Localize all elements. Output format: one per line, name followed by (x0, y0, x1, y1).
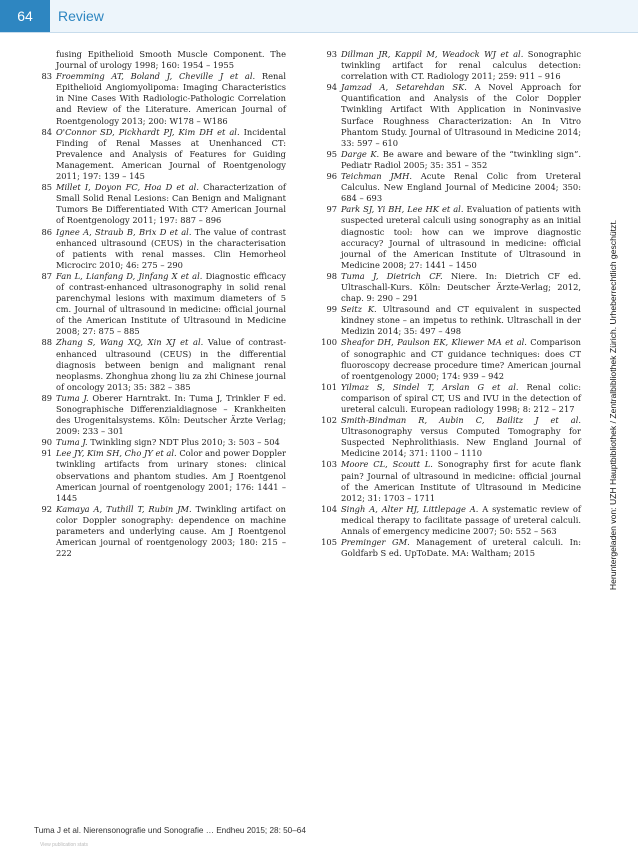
reference-text: Management of ureteral calculi. In: Goldfarb S ed. UpToDate. MA: Waltham; 2015 (341, 537, 581, 559)
reference-text: Be aware and beware of the “twinkling sign”. Pediatr Radiol 2005; 35: 351 – 352 (341, 148, 581, 170)
reference-number: 86 (41, 226, 52, 237)
reference-text: Twinkling sign? NDT Plus 2010; 3: 503 – 504 (87, 437, 280, 448)
reference-number: 102 (321, 415, 337, 426)
reference-item (34, 227, 286, 271)
left-column (34, 49, 286, 559)
reference-text: Incidental Finding of Renal Masses at Unenhanced CT: Prevalence and Analysis of Features for Guiding Management. American Journal of Roentgenology 2011; 197: 139 – 145 (56, 126, 286, 182)
reference-text: Evaluation of patients with suspected ureteral calculi using sonography as an initial diagnostic tool: how can we improve diagnostic accuracy? Journal of ultrasound in medicine: official journal of the American Institute of Ultrasound in Medicine 2008; 27: 1441 – 1450 (341, 204, 581, 270)
reference-item (319, 49, 581, 82)
reference-item (319, 382, 581, 415)
reference-authors: Fan L, Lianfang D, Jinfang X et al. (56, 270, 203, 281)
reference-authors: Park SJ, Yi BH, Lee HK et al. (341, 204, 464, 215)
reference-number: 96 (326, 171, 337, 182)
reference-text: fusing Epithelioid Smooth Muscle Component. The Journal of urology 1998; 160: 1954 – 1955 (56, 49, 286, 71)
watermark-link[interactable]: View publication stats (40, 842, 88, 848)
reference-authors: Tuma J, Dietrich CF. (341, 270, 443, 281)
reference-item (319, 271, 581, 304)
reference-text: A systematic review of medical therapy to facilitate passage of ureteral calculi. Annals of emergency medicine 2007; 50: 552 – 563 (341, 503, 581, 537)
reference-authors: Millet I, Doyon FC, Hoa D et al. (56, 182, 199, 193)
reference-authors: Sheafor DH, Paulson EK, Kliewer MA et al. (341, 337, 527, 348)
reference-text: Diagnostic efficacy of contrast-enhanced ultrasonography in solid renal parenchymal lesions with maximum diameters of 5 cm. Journal of ultrasound in medicine: official journal of the American Institute of Ultrasound in Medicine 2008; 27: 875 – 885 (56, 270, 286, 337)
right-column (319, 49, 581, 559)
reference-number: 84 (41, 126, 52, 137)
reference-authors: Singh A, Alter HJ, Littlepage A. (341, 503, 479, 514)
reference-item (319, 537, 581, 559)
reference-authors: Tuma J. (56, 392, 89, 403)
reference-authors: Smith-Bindman R, Aubin C, Bailitz J et al. (341, 415, 581, 426)
reference-item (319, 82, 581, 149)
reference-number: 94 (326, 82, 337, 93)
reference-item (34, 393, 286, 437)
reference-authors: Zhang S, Wang XQ, Xin XJ et al. (56, 337, 204, 348)
reference-authors: Darge K. (341, 148, 380, 159)
reference-item (34, 49, 286, 71)
reference-item (34, 337, 286, 392)
reference-authors: Ignee A, Straub B, Brix D et al. (56, 226, 192, 237)
reference-number: 93 (326, 49, 337, 59)
reference-item (319, 415, 581, 459)
reference-item (34, 71, 286, 126)
reference-text: A Novel Approach for Quantification and Analysis of the Color Doppler Twinkling Artifact With Application in Noninvasive Surface Roughness Characterization: An In Vitro Phantom Study. Journal of Ultrasound in Medicine 2014; 33: 597 – 610 (341, 82, 581, 148)
reference-number: 83 (41, 71, 52, 82)
reference-number: 103 (321, 459, 337, 470)
reference-number: 104 (321, 503, 337, 514)
reference-item (34, 437, 286, 448)
reference-number: 85 (41, 182, 52, 193)
reference-item (34, 271, 286, 338)
reference-text: Sonography first for acute flank pain? Journal of ultrasound in medicine: official journal of the American Institute of Ultrasound in Medicine 2012; 31: 1703 – 1711 (341, 459, 581, 503)
reference-number: 97 (326, 204, 337, 215)
reference-text: Ultrasonography versus Computed Tomography for Suspected Nephrolithiasis. New England Journal of Medicine 2014; 371: 1100 – 1110 (341, 426, 581, 459)
reference-authors: Teichman JMH. (341, 171, 413, 182)
reference-text: Sonographic twinkling artifact for renal calculus detection: correlation with CT. Radiology 2011; 259: 911 – 916 (341, 49, 581, 82)
reference-text: Comparison of sonographic and CT guidance techniques: does CT fluoroscopy decrease procedure time? American journal of roentgenology 2000; 174: 939 – 942 (341, 337, 581, 381)
reference-number: 89 (41, 392, 52, 403)
reference-authors: Seitz K. (341, 304, 377, 315)
reference-authors: Tuma J. (56, 437, 88, 448)
reference-number: 88 (41, 337, 52, 348)
reference-number: 92 (41, 503, 52, 514)
reference-number: 105 (321, 537, 337, 548)
reference-text: Oberer Harntrakt. In: Tuma J, Trinkler F ed. Sonographische Differenzialdiagnose – Krankheiten des Urogenitalsystems. Köln: Deutscher Ärzte Verlag; 2009: 233 – 301 (56, 392, 286, 437)
reference-item (319, 171, 581, 204)
reference-authors: O'Connor SD, Pickhardt PJ, Kim DH et al. (56, 126, 240, 137)
reference-text: Twinkling artifact on color Doppler sonography: dependence on machine parameters and underlying cause. Am J Roentgenol American journal of roentgenology 2003; 180: 215 – 222 (56, 503, 287, 559)
reference-text: Value of contrast-enhanced ultrasound (CEUS) in the differential diagnosis between benign and malignant renal neoplasms. Zhonghua zhong liu za zhi Chinese journal of oncology 2013; 35: 382 – 385 (56, 337, 286, 392)
section-label: Review (58, 8, 104, 24)
reference-item (319, 304, 581, 337)
download-notice-text: Heruntergeladen von: UZH Hauptbibliothek / Zentralbibliothek Zürich. Urheberrechtlich geschützt. (608, 219, 618, 591)
reference-authors: Kamaya A, Tuthill T, Rubin JM. (56, 503, 192, 514)
reference-item (319, 149, 581, 171)
reference-item (34, 127, 286, 182)
reference-authors: Moore CL, Scoutt L. (341, 459, 433, 470)
reference-item (34, 448, 286, 503)
reference-number: 100 (321, 337, 337, 348)
reference-text: Niere. In: Dietrich CF ed. Ultraschall-Kurs. Köln: Deutscher Ärzte-Verlag; 2012, chap. 9: 290 – 291 (341, 270, 581, 304)
reference-item (319, 204, 581, 271)
reference-number: 101 (321, 381, 337, 392)
reference-item (34, 504, 286, 559)
reference-item (319, 337, 581, 381)
reference-item (34, 182, 286, 226)
reference-text: Renal colic: comparison of spiral CT, US and IVU in the detection of ureteral calculi. European radiology 1998; 8: 212 – 217 (341, 381, 581, 414)
reference-number: 91 (41, 448, 52, 459)
page-number: 64 (0, 0, 50, 32)
reference-number: 87 (41, 270, 52, 281)
footer-citation: Tuma J et al. Nierensonografie und Sonografie … Endheu 2015; 28: 50–64 (34, 826, 306, 835)
reference-text: Acute Renal Colic from Ureteral Calculus. New England Journal of Medicine 2004; 350: 684 – 693 (341, 171, 581, 204)
reference-authors: Yilmaz S, Sindel T, Arslan G et al. (341, 381, 519, 392)
reference-authors: Lee JY, Kim SH, Cho JY et al. (56, 448, 177, 459)
reference-text: The value of contrast enhanced ultrasound (CEUS) in the characterisation of patients with renal masses. Clin Hemorheol Microcirc 2010; 46: 275 – 290 (56, 226, 286, 270)
reference-text: Color and power Doppler twinkling artifacts from urinary stones: clinical observations and phantom studies. Am J Roentgenol American journal of roentgenology 2001; 176: 1441 – 1445 (56, 448, 286, 503)
header-bar (0, 0, 638, 33)
reference-number: 98 (326, 270, 337, 281)
reference-text: Characterization of Small Solid Renal Lesions: Can Benign and Malignant Tumors Be Differentiated With CT? American Journal of Roentgenology 2011; 197: 887 – 896 (56, 182, 287, 226)
reference-number: 95 (326, 148, 337, 159)
download-notice (604, 195, 622, 615)
reference-text: Renal Epithelioid Angiomyolipoma: Imaging Characteristics in Nine Cases With Radiologic-Pathologic Correlation and Review of the Literature. American Journal of Roentgenology 2013; 200: W178 – W186 (56, 71, 286, 126)
reference-authors: Jamzad A, Setarehdan SK. (341, 82, 467, 93)
reference-text: Ultrasound and CT equivalent in suspected kindney stone – an impetus to rethink. Ultraschall in der Medizin 2014; 35: 497 – 498 (341, 304, 581, 337)
reference-item (319, 459, 581, 503)
reference-authors: Froemming AT, Boland J, Cheville J et al. (56, 71, 256, 82)
reference-authors: Preminger GM. (341, 537, 410, 548)
reference-item (319, 504, 581, 537)
reference-number: 99 (326, 304, 337, 315)
reference-number: 90 (41, 437, 52, 448)
reference-authors: Dillman JR, Kappil M, Weadock WJ et al. (341, 49, 524, 59)
